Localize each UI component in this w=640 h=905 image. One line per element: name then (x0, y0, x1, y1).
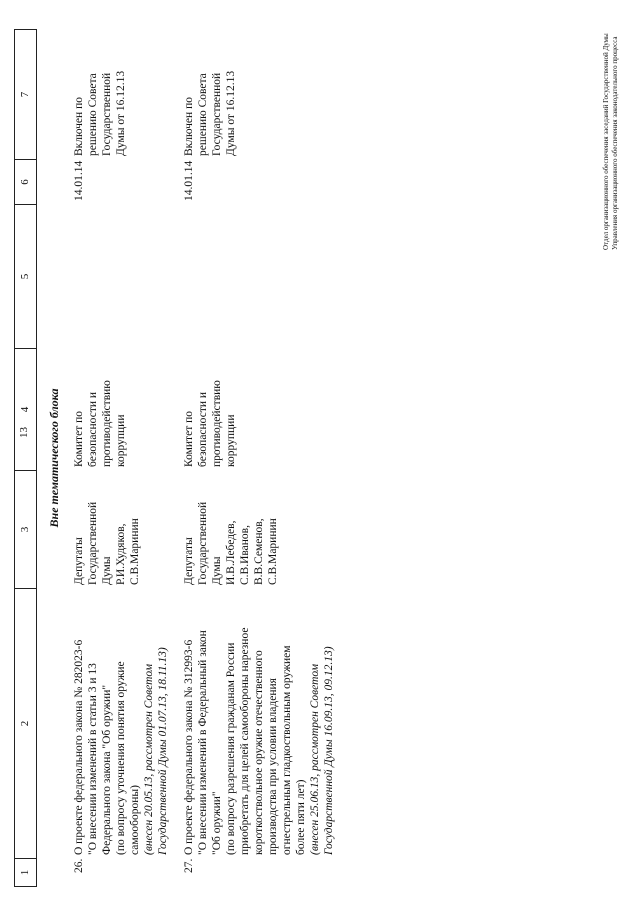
col-header-3: 3 (15, 470, 36, 588)
table-row (72, 29, 170, 887)
row-status (182, 29, 336, 160)
cell-line: Государственной (197, 501, 209, 585)
agenda-table (14, 29, 348, 887)
cell-line: Государственной (211, 72, 223, 156)
cell-line: И.В.Лебедев, (225, 520, 237, 585)
cell-line: (по вопросу уточнения понятия оружие (115, 661, 127, 855)
cell-line: огнестрельным гладкоствольным оружием (281, 645, 293, 855)
row-authors (72, 471, 170, 589)
col-header-5: 5 (15, 204, 36, 348)
cell-line: О проекте федерального закона № 312993-6 (183, 639, 195, 855)
cell-line: (по вопросу разрешения гражданам России (225, 642, 237, 855)
footer-line: Отдел организационного обеспечения заседаний Государственной Думы (602, 33, 610, 250)
cell-line: "О внесении изменений в Федеральный закон (197, 630, 209, 855)
cell-line: безопасности и (197, 391, 209, 467)
cell-line: противодействию (211, 380, 223, 467)
cell-line: Включен по (73, 97, 85, 156)
cell-line: С.В.Маринин (129, 518, 141, 585)
cell-note-line: Государственной Думы 16.09.13, 09.12.13) (323, 646, 335, 855)
footer (602, 33, 620, 250)
cell-line: Депутаты (183, 537, 195, 585)
cell-line: С.В.Иванов, (239, 525, 251, 585)
cell-line: "Об оружии" (211, 791, 223, 855)
row-committee (182, 349, 336, 471)
row-description (182, 589, 336, 859)
cell-line: решению Совета (197, 73, 209, 156)
cell-note-line: Государственной Думы 01.07.13, 18.11.13) (157, 647, 169, 855)
cell-line: Государственной (101, 72, 113, 156)
cell-line: короткоствольное оружие отечественного (253, 650, 265, 855)
cell-line: безопасности и (87, 391, 99, 467)
cell-line: Комитет по (183, 411, 195, 467)
table-header (14, 29, 37, 887)
cell-line: более пяти лет) (295, 779, 307, 855)
cell-line: коррупции (225, 414, 237, 467)
cell-line: Думы от 16.12.13 (225, 70, 237, 156)
row-col5 (182, 205, 336, 349)
cell-line: Депутаты (73, 537, 85, 585)
cell-note-line: (внесен 20.05.13, рассмотрен Советом (143, 663, 155, 855)
row-date: 14.01.14 (183, 160, 195, 201)
cell-line: Включен по (183, 97, 195, 156)
row-number: 26. (73, 858, 85, 873)
cell-line: О проекте федерального закона № 282023-6 (73, 639, 85, 855)
cell-line: Думы (211, 556, 223, 585)
row-authors (182, 471, 336, 589)
footer-line: Управления организационного обеспечения законодательного процесса (611, 36, 619, 250)
row-date: 14.01.14 (73, 160, 85, 201)
col-header-4: 4 (15, 348, 36, 470)
col-header-6: 6 (15, 159, 36, 204)
cell-line: Федерального закона "Об оружии" (101, 684, 113, 855)
cell-line: Государственной (87, 501, 99, 585)
cell-line: С.В.Маринин (267, 518, 279, 585)
cell-line: "О внесении изменений в статьи 3 и 13 (87, 663, 99, 855)
col-header-7: 7 (19, 91, 31, 98)
row-description (72, 589, 170, 859)
cell-line: самообороны) (129, 785, 141, 855)
table-body (72, 29, 336, 887)
cell-line: коррупции (115, 414, 127, 467)
row-committee (72, 349, 170, 471)
cell-line: В.В.Семенов, (253, 518, 265, 585)
row-col5 (72, 205, 170, 349)
page-number: 13 (18, 427, 30, 438)
cell-line: Думы (101, 556, 113, 585)
row-number: 27. (183, 858, 195, 873)
cell-line: приобретать для целей самообороны нарезное (239, 627, 251, 855)
cell-line: производства при условии владения (267, 678, 279, 855)
cell-line: Комитет по (73, 411, 85, 467)
col-header-1: 1 (15, 858, 36, 886)
row-status (72, 29, 170, 160)
cell-line: решению Совета (87, 73, 99, 156)
cell-line: Р.И.Худяков, (115, 523, 127, 585)
table-row (182, 29, 336, 887)
section-title: Вне тематического блока (47, 388, 61, 528)
cell-line: противодействию (101, 380, 113, 467)
col-header-2: 2 (15, 588, 36, 858)
cell-note-line: (внесен 25.06.13, рассмотрен Советом (309, 663, 321, 855)
cell-line: Думы от 16.12.13 (115, 70, 127, 156)
